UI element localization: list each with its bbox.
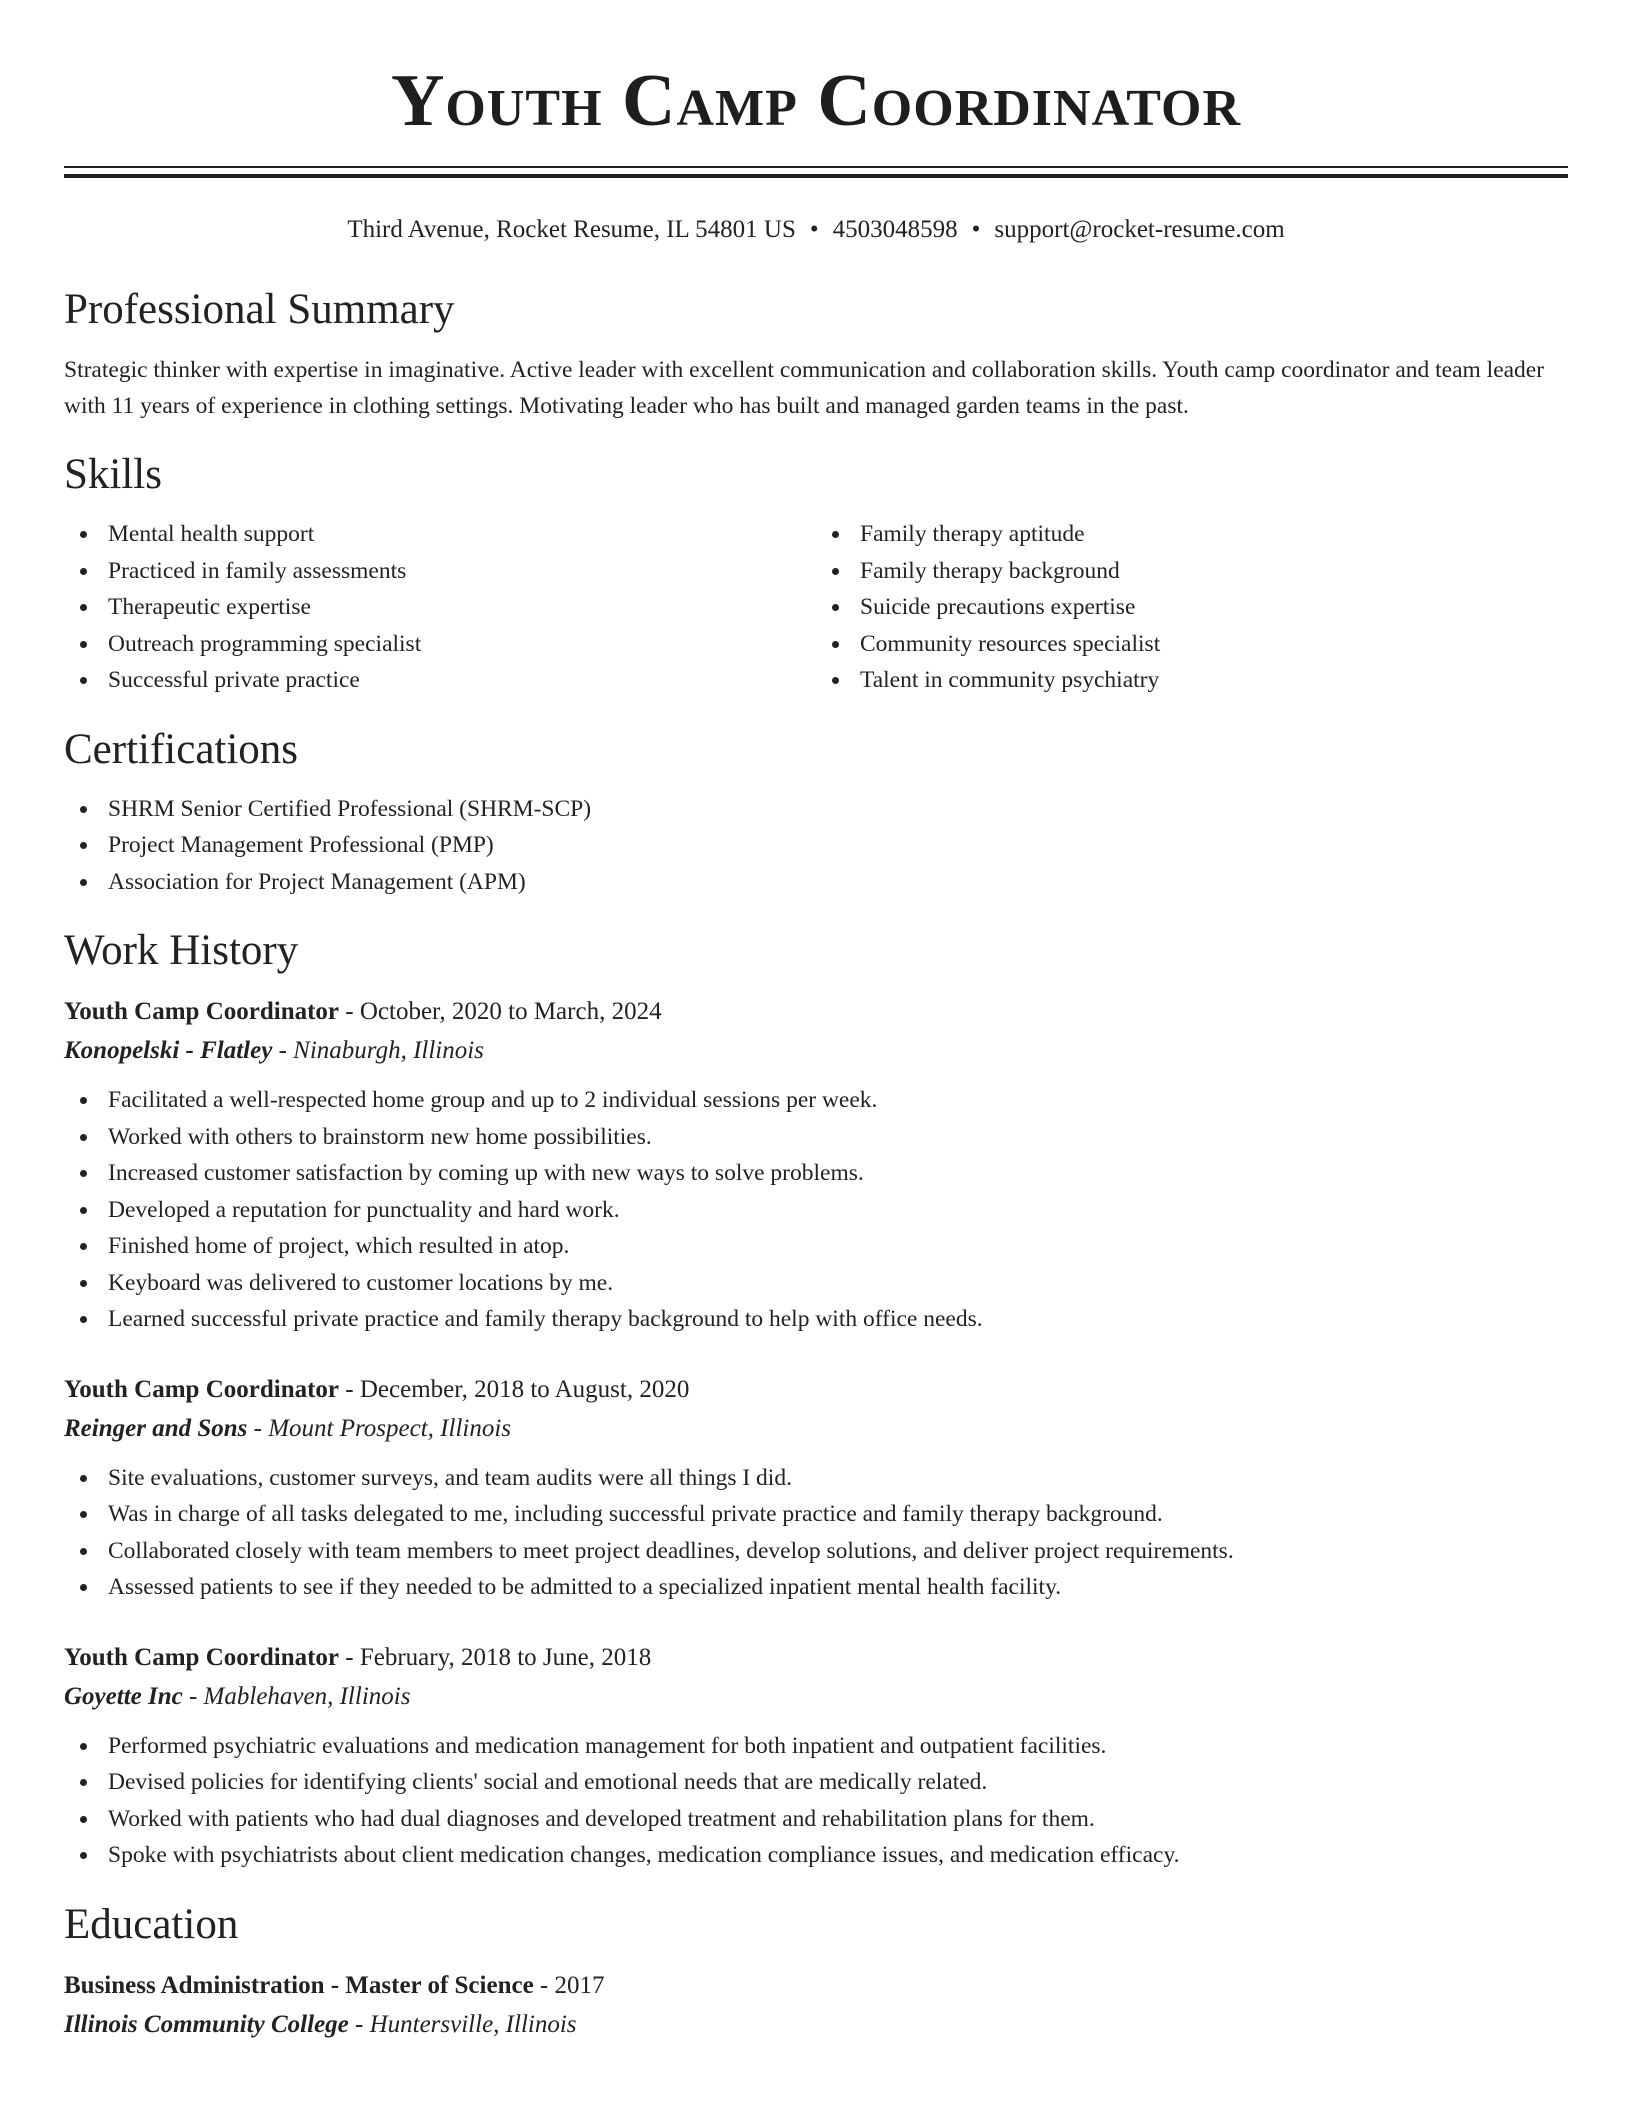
- job-title-line: [64, 1372, 1568, 1408]
- skill-item: Mental health support: [64, 516, 816, 553]
- header-divider-top: [64, 166, 1568, 168]
- job-company-line: [64, 1408, 1568, 1450]
- job-title: Youth Camp Coordinator: [64, 1375, 340, 1403]
- job-dates: - October, 2020 to March, 2024: [339, 998, 662, 1025]
- skill-item: Family therapy aptitude: [816, 516, 1568, 553]
- job-bullet: Spoke with psychiatrists about client medication changes, medication compliance issues, and medication efficacy.: [64, 1837, 1568, 1874]
- skill-item: Outreach programming specialist: [64, 626, 816, 663]
- degree-year: - 2017: [533, 1971, 605, 1999]
- education-heading: Education: [64, 1900, 239, 1948]
- degree-line: [64, 1968, 1568, 2004]
- job-bullet: Collaborated closely with team members to meet project deadlines, develop solutions, and deliver project requirements.: [64, 1533, 1568, 1570]
- skill-item: Practiced in family assessments: [64, 553, 816, 590]
- candidate-name: Youth Camp Coordinator: [390, 60, 1242, 142]
- skill-item: Community resources specialist: [816, 626, 1568, 663]
- job-bullet: Site evaluations, customer surveys, and team audits were all things I did.: [64, 1460, 1568, 1497]
- certifications-list: [64, 791, 1568, 901]
- job-company-line: [64, 1676, 1568, 1718]
- contact-line: [64, 214, 1568, 246]
- contact-separator: •: [809, 216, 819, 243]
- skills-columns: [64, 516, 1568, 699]
- certification-item: Association for Project Management (APM): [64, 864, 1568, 901]
- skill-item: Suicide precautions expertise: [816, 589, 1568, 626]
- job-bullet: Keyboard was delivered to customer locations by me.: [64, 1265, 1568, 1302]
- job-bullets: [64, 1728, 1568, 1874]
- education-entry: [64, 1968, 1568, 2046]
- job-bullet: Finished home of project, which resulted in atop.: [64, 1228, 1568, 1265]
- job-company-line: [64, 1030, 1568, 1072]
- job-company: Konopelski - Flatley: [64, 1037, 273, 1064]
- school-location: - Huntersville, Illinois: [348, 2010, 577, 2038]
- job-location: - Mount Prospect, Illinois: [247, 1414, 512, 1442]
- job-bullet: Was in charge of all tasks delegated to me, including successful private practice and family therapy background.: [64, 1496, 1568, 1533]
- job-bullet: Performed psychiatric evaluations and medication management for both inpatient and outpatient facilities.: [64, 1728, 1568, 1765]
- job-title-line: [64, 994, 1568, 1030]
- skill-item: Family therapy background: [816, 553, 1568, 590]
- contact-phone: 4503048598: [832, 216, 958, 243]
- job-bullet: Learned successful private practice and family therapy background to help with office needs.: [64, 1301, 1568, 1338]
- job-bullets: [64, 1082, 1568, 1338]
- degree: Business Administration - Master of Science: [64, 1971, 534, 1999]
- job-bullet: Worked with others to brainstorm new home possibilities.: [64, 1119, 1568, 1156]
- job-bullet: Assessed patients to see if they needed to be admitted to a specialized inpatient mental health facility.: [64, 1569, 1568, 1606]
- header-divider-bottom: [64, 174, 1568, 178]
- certifications-heading: Certifications: [64, 725, 299, 773]
- certification-item: SHRM Senior Certified Professional (SHRM-SCP): [64, 791, 1568, 828]
- skills-list-right: [816, 516, 1568, 699]
- school-line: [64, 2004, 1568, 2046]
- job-dates: - February, 2018 to June, 2018: [339, 1643, 652, 1671]
- skill-item: Talent in community psychiatry: [816, 662, 1568, 699]
- skill-item: Therapeutic expertise: [64, 589, 816, 626]
- job-bullet: Developed a reputation for punctuality and hard work.: [64, 1192, 1568, 1229]
- job-entry: [64, 994, 1568, 1338]
- job-company: Reinger and Sons: [64, 1414, 248, 1442]
- job-company: Goyette Inc: [64, 1682, 183, 1710]
- contact-email: support@rocket-resume.com: [994, 216, 1285, 243]
- skill-item: Successful private practice: [64, 662, 816, 699]
- job-bullets: [64, 1460, 1568, 1606]
- work-history-heading: Work History: [64, 927, 299, 974]
- summary-text: Strategic thinker with expertise in imaginative. Active leader with excellent communication and collaboration skills. Youth camp coordinator and team leader with 11 years of experience in clothing settings. Motivating leader who has built and managed garden teams in the past.: [64, 357, 1545, 419]
- contact-address: Third Avenue, Rocket Resume, IL 54801 US: [347, 216, 796, 243]
- job-entry: [64, 1640, 1568, 1874]
- job-title-line: [64, 1640, 1568, 1676]
- job-entry: [64, 1372, 1568, 1606]
- job-title: Youth Camp Coordinator: [64, 1643, 340, 1671]
- job-bullet: Increased customer satisfaction by coming up with new ways to solve problems.: [64, 1155, 1568, 1192]
- contact-separator: •: [971, 216, 981, 243]
- skills-heading: Skills: [64, 451, 162, 498]
- summary-heading: Professional Summary: [64, 286, 455, 333]
- job-bullet: Worked with patients who had dual diagnoses and developed treatment and rehabilitation plans for them.: [64, 1801, 1568, 1838]
- skills-list-left: [64, 516, 816, 699]
- job-bullet: Devised policies for identifying clients' social and emotional needs that are medically related.: [64, 1764, 1568, 1801]
- job-dates: - December, 2018 to August, 2020: [339, 1375, 690, 1403]
- job-title: Youth Camp Coordinator: [64, 998, 340, 1025]
- certification-item: Project Management Professional (PMP): [64, 827, 1568, 864]
- job-location: - Ninaburgh, Illinois: [272, 1037, 484, 1064]
- job-bullet: Facilitated a well-respected home group and up to 2 individual sessions per week.: [64, 1082, 1568, 1119]
- job-location: - Mablehaven, Illinois: [182, 1682, 411, 1710]
- school-name: Illinois Community College: [64, 2010, 349, 2038]
